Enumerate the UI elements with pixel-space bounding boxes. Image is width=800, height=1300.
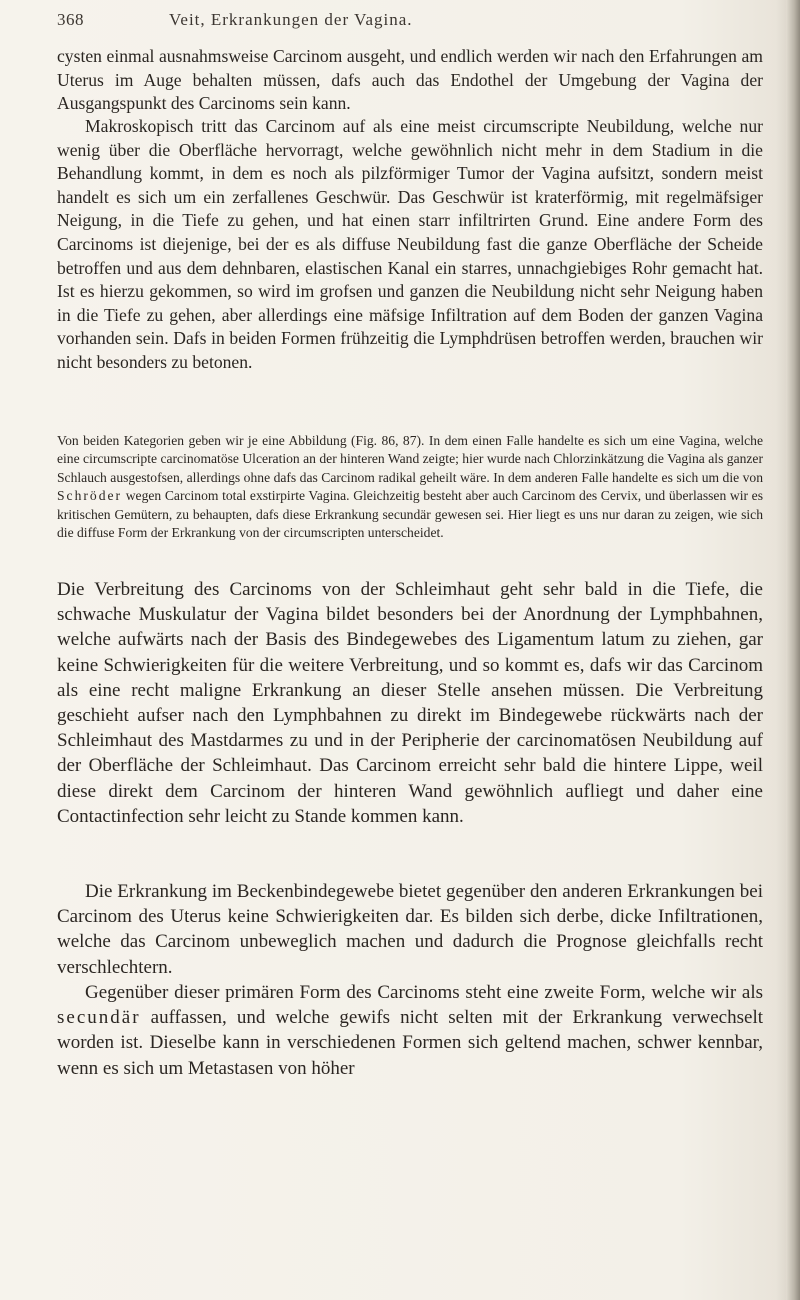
- author-name-schroeder: Schröder: [57, 488, 123, 504]
- paragraph-1: cysten einmal ausnahmsweise Carcinom ausgeht, und endlich werden wir nach den Erfahrungen am Uterus im Auge behalten müssen, dafs auch das Endothel der Umgebung der Vagina der Ausgangspunkt des Carcinoms sein kann.: [57, 46, 763, 114]
- paragraph-3-text-b: wegen Carcinom total exstirpirte Vagina. Gleichzeitig besteht aber auch Carcinom des Cervix, und überlassen wir es kritischen Gemütern, zu behaupten, dafs diese Erkrankung secundär gewesen sei. Hier liegt es uns nur daran zu zeigen, wie sich die diffuse Form der Erkrankung von der circumscripten unterscheidet.: [57, 488, 763, 541]
- paragraph-5: Die Erkrankung im Beckenbindegewebe bietet gegenüber den anderen Erkrankungen bei Carcinom des Uterus keine Schwierigkeiten dar. Es bilden sich derbe, dicke Infiltrationen, welche das Carcinom unbeweglich machen und dadurch die Prognose gleichfalls recht verschlechtern.: [57, 881, 763, 978]
- emphasis-secundaer: secundär: [57, 1007, 141, 1029]
- page-header: [57, 10, 777, 40]
- paragraph-6-text-a: Gegenüber dieser primären Form des Carcinoms steht eine zweite Form, welche wir als: [85, 982, 763, 1003]
- paragraph-2: Makroskopisch tritt das Carcinom auf als eine meist circumscripte Neubildung, welche nur wenig über die Oberfläche hervorragt, welche gewöhnlich nicht mehr in dem Stadium in die Behandlung kommt, in dem es noch als pilzförmiger Tumor der Vagina aufsitzt, sondern meist handelt es sich um ein zerfallenes Geschwür. Das Geschwür ist kraterförmig, mit regelmäfsiger Neigung, in die Tiefe zu gehen, und hat einen starr infiltrirten Grund. Eine andere Form des Carcinoms ist diejenige, bei der es als diffuse Neubildung fast die ganze Oberfläche der Scheide betroffen und aus dem dehnbaren, elastischen Kanal ein starres, unnachgiebiges Rohr gemacht hat. Ist es hierzu gekommen, so wird im grofsen und ganzen die Neubildung nicht sehr Neigung haben in die Tiefe zu gehen, aber allerdings eine mäfsige Infiltration auf dem Boden der ganzen Vagina vorhanden sein. Dafs in beiden Formen frühzeitig die Lymphdrüsen betroffen werden, brauchen wir nicht besonders zu betonen.: [57, 116, 763, 372]
- paragraph-3-text-a: Von beiden Kategorien geben wir je eine Abbildung (Fig. 86, 87). In dem einen Falle handelte es sich um eine Vagina, welche eine circumscripte carcinomatöse Ulceration an der hinteren Wand zeigte; hier wurde nach Chlorzinkätzung die Vagina als ganzer Schlauch ausgestofsen, allerdings ohne dafs das Carcinom radikal geheilt wäre. In dem anderen Falle handelte es sich um die von: [57, 433, 763, 485]
- paragraph-4: Die Verbreitung des Carcinoms von der Schleimhaut geht sehr bald in die Tiefe, die schwache Muskulatur der Vagina bildet besonders bei der Anordnung der Lymphbahnen, welche aufwärts nach der Basis des Bindegewebes des Ligamentum latum zu ziehen, gar keine Schwierigkeiten für die weitere Verbreitung, und so kommt es, dafs wir das Carcinom als eine recht maligne Erkrankung an dieser Stelle ansehen müssen. Die Verbreitung geschieht aufser nach den Lymphbahnen zu direkt im Bindegewebe rückwärts nach der Schleimhaut des Mastdarmes zu und in der Peripherie der carcinomatösen Neubildung auf der Oberfläche der Schleimhaut. Das Carcinom erreicht sehr bald die hintere Lippe, weil diese direkt dem Carcinom der hinteren Wand gewöhnlich aufliegt und daher eine Contactinfection sehr leicht zu Stande kommen kann.: [57, 579, 763, 827]
- page-edge: [786, 0, 800, 1300]
- paragraph-6-text-b: auffassen, und welche gewifs nicht selten mit der Erkrankung verwechselt worden ist. Dieselbe kann in verschiedenen Formen sich geltend machen, schwer kennbar, wenn es sich um Metastasen von höher: [57, 1007, 764, 1079]
- paragraph-6: [57, 980, 763, 1081]
- paragraph-3-small-print: [57, 432, 763, 542]
- running-title: Veit, Erkrankungen der Vagina.: [169, 10, 413, 29]
- page-number: 368: [57, 10, 84, 29]
